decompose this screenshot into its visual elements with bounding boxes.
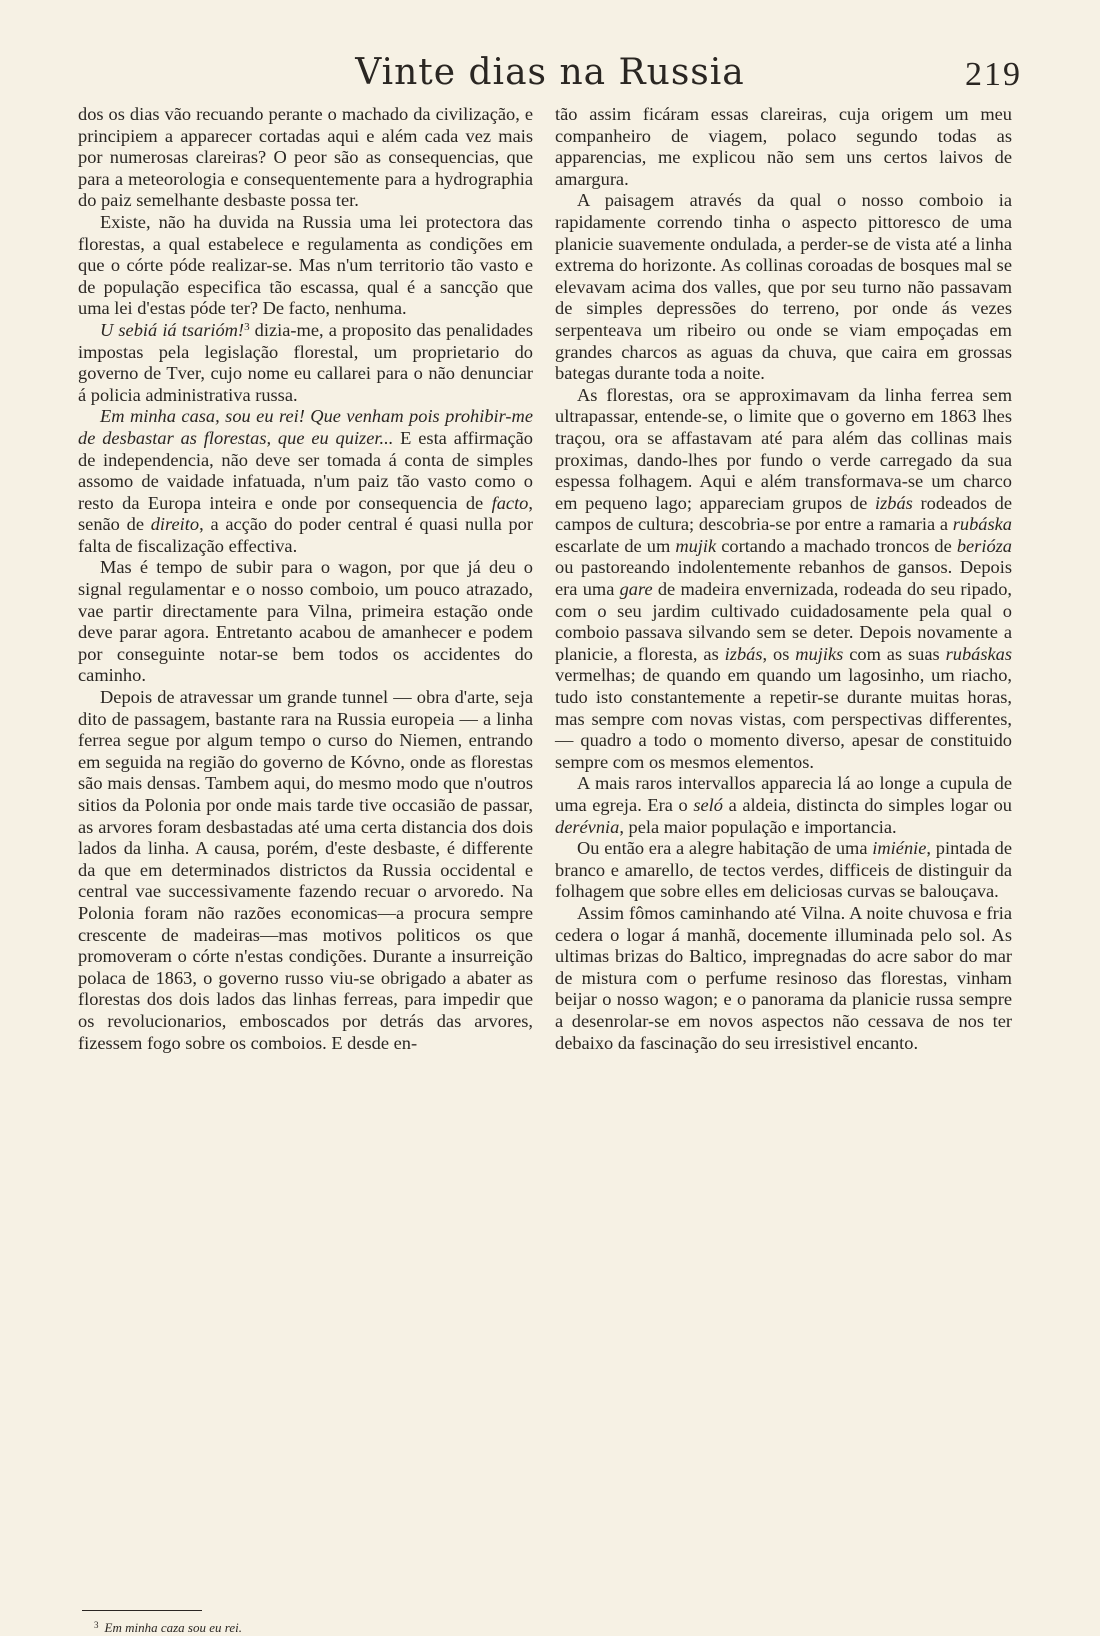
paragraph: Ou então era a alegre habitação de uma imiénie, pintada de branco e amarello, de tectos verdes, difficeis de distinguir da folhagem que sobre elles em deliciosas curvas se balouçava. xyxy=(555,838,1012,902)
paragraph: dos os dias vão recuando perante o machado da civilização, e principiem a apparecer cortadas aqui e além cada vez mais por numerosas clareiras? O peor são as consequencias, que para a meteorologia e consequentemente para a hydrographia do paiz semelhante desbaste possa ter. xyxy=(78,104,533,211)
paragraph: tão assim ficáram essas clareiras, cuja origem um meu companheiro de viagem, polaco segundo todas as apparencias, me explicou não sem uns certos laivos de amargura. xyxy=(555,104,1012,189)
translated-quote: Em minha casa, sou eu rei! Que venham pois prohibir-me de desbastar as florestas, que eu quizer... xyxy=(78,406,533,448)
paragraph: Em minha casa, sou eu rei! Que venham pois prohibir-me de desbastar as florestas, que eu quizer... E esta affirmação de independencia, não deve ser tomada á conta de simples assomo de vaidade infatuada, n'um paiz tão vasto como o resto da Europa inteira e onde por consequencia de facto, senão de direito, a acção do poder central é quasi nulla por falta de fiscalização effectiva. xyxy=(78,406,533,556)
footnote-divider xyxy=(82,1610,202,1611)
paragraph: Mas é tempo de subir para o wagon, por que já deu o signal regulamentar e o nosso comboio, um pouco atrazado, vae partir directamente para Vilna, primeira estação onde deve parar agora. Entretanto acabou de amanhecer e podem por conseguinte notar-se bem todos os accidentes do caminho. xyxy=(78,557,533,686)
right-column xyxy=(555,104,1012,1054)
footnote-marker: 3 xyxy=(94,1620,99,1630)
running-header xyxy=(78,52,1022,96)
left-column xyxy=(78,104,533,1054)
paragraph: Depois de atravessar um grande tunnel — obra d'arte, seja dito de passagem, bastante rara na Russia europeia — a linha ferrea segue por algum tempo o curso do Niemen, entrando em seguida na região do governo de Kóvno, onde as florestas são mais densas. Tambem aqui, do mesmo modo que n'outros sitios da Polonia por onde mais tarde tive occasião de passar, as arvores foram desbastadas até uma certa distancia dos dois lados da linha. A causa, porém, d'este desbaste, é differente da que em determinados districtos da Russia occidental e central vae successivamente fazendo recuar o arvoredo. Na Polonia foram não razões economicas—a procura sempre crescente de madeiras—mas motivos politicos os que promoveram o córte n'estas condições. Durante a insurreição polaca de 1863, o governo russo viu-se obrigado a abater as florestas dos dois lados das linhas ferreas, para impedir que os revolucionarios, emboscados por detrás das arvores, fizessem fogo sobre os comboios. E desde en- xyxy=(78,687,533,1053)
paragraph: Existe, não ha duvida na Russia uma lei protectora das florestas, a qual estabelece e regulamenta as condições em que o córte póde realizar-se. Mas n'um territorio tão vasto e de população especifica tão escassa, qual é a sancção que uma lei d'estas póde ter? De facto, nenhuma. xyxy=(78,211,533,319)
paragraph: Assim fômos caminhando até Vilna. A noite chuvosa e fria cedera o logar á manhã, docemente illuminada pelo sol. As ultimas brizas do Baltico, impregnadas do acre sabor do mar de mistura com o perfume resinoso das florestas, vinham beijar o nosso wagon; e o panorama da planicie russa sempre a desenrolar-se em novos aspectos não cessava de nos ter debaixo da fascinação do seu irresistivel encanto. xyxy=(555,902,1012,1053)
running-title: Vinte dias na Russia xyxy=(355,52,745,93)
footnote-text: Em minha caza sou eu rei. xyxy=(104,1620,242,1635)
paragraph: U sebiá iá tsarióm!$^3$ dizia-me, a proposito das penalidades impostas pela legislação florestal, um proprietario do governo de Tver, cujo nome eu callarei para o não denunciar á policia administrativa russa. xyxy=(78,319,533,405)
paragraph: A paisagem através da qual o nosso comboio ia rapidamente correndo tinha o aspecto pittoresco de uma planicie suavemente ondulada, a perder-se de vista até a linha extrema do horizonte. As collinas coroadas de bosques mal se elevavam acima dos valles, que por seu turno não passavam de simples depressões do terreno, por onde ás vezes serpenteava um ribeiro ou onde se viam empoçadas em grandes charcos as aguas da chuva, que caira em grossas bategas durante toda a noite. xyxy=(555,190,1012,384)
paragraph: A mais raros intervallos apparecia lá ao longe a cupula de uma egreja. Era o seló a aldeia, distincta do simples logar ou derévnia, pela maior população e importancia. xyxy=(555,773,1012,837)
paragraph: As florestas, ora se approximavam da linha ferrea sem ultrapassar, entende-se, o limite que o governo em 1863 lhes traçou, ora se affastavam até para além das collinas mais proximas, dando-lhes por fundo o verde carregado da sua espessa folhagem. Aqui e além transformava-se um charco em pequeno lago; appareciam grupos de izbás rodeados de campos de cultura; descobria-se por entre a ramaria a rubáska escarlate de um mujik cortando a machado troncos de berióza ou pastoreando indolentemente rebanhos de gansos. Depois era uma gare de madeira envernizada, rodeada do seu ripado, com o seu jardim cultivado cuidadosamente pela qual o comboio passava silvando sem se deter. Depois novamente a planicie, a floresta, as izbás, os mujiks com as suas rubáskas vermelhas; de quando em quando um lagosinho, um riacho, tudo isto constantemente a repetir-se durante muitas horas, mas sempre com novas vistas, com perspectivas differentes, — quadro a todo o momento diverso, apesar de constituido sempre com os mesmos elementos. xyxy=(555,384,1013,772)
russian-quote: U sebiá iá tsarióm! xyxy=(100,319,245,340)
footnote-ref: 3 xyxy=(244,320,250,333)
footnote xyxy=(94,1620,242,1636)
page-number: 219 xyxy=(965,56,1022,93)
